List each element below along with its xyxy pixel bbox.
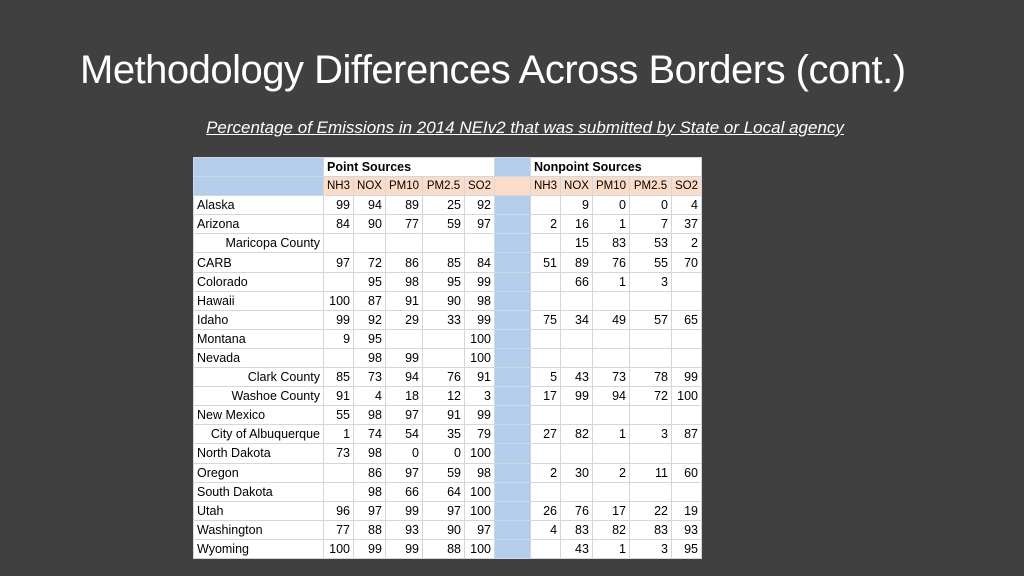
nonpoint-value-cell: 4 xyxy=(671,196,701,215)
col-header-so2: SO2 xyxy=(464,177,494,196)
point-value-cell: 100 xyxy=(464,348,494,367)
nonpoint-value-cell xyxy=(671,444,701,463)
point-value-cell: 97 xyxy=(422,501,464,520)
table-row xyxy=(194,196,702,215)
table-row xyxy=(194,310,702,329)
separator-cell xyxy=(495,482,531,501)
nonpoint-value-cell: 4 xyxy=(531,520,561,539)
table-row xyxy=(194,387,702,406)
nonpoint-value-cell xyxy=(629,291,671,310)
nonpoint-value-cell: 65 xyxy=(671,310,701,329)
nonpoint-value-cell: 99 xyxy=(561,387,593,406)
separator-cell xyxy=(495,272,531,291)
nonpoint-value-cell: 30 xyxy=(561,463,593,482)
nonpoint-value-cell xyxy=(671,406,701,425)
point-value-cell: 66 xyxy=(385,482,422,501)
table-row xyxy=(194,348,702,367)
nonpoint-value-cell xyxy=(629,348,671,367)
separator-cell xyxy=(495,425,531,444)
row-label: Utah xyxy=(194,501,324,520)
row-label: North Dakota xyxy=(194,444,324,463)
nonpoint-value-cell: 76 xyxy=(561,501,593,520)
point-value-cell: 98 xyxy=(354,482,386,501)
point-value-cell: 90 xyxy=(422,520,464,539)
nonpoint-value-cell: 34 xyxy=(561,310,593,329)
nonpoint-value-cell: 26 xyxy=(531,501,561,520)
nonpoint-value-cell xyxy=(531,482,561,501)
table-row xyxy=(194,329,702,348)
separator-cell xyxy=(495,444,531,463)
point-value-cell xyxy=(324,272,354,291)
nonpoint-value-cell xyxy=(629,482,671,501)
nonpoint-value-cell: 66 xyxy=(561,272,593,291)
point-value-cell: 88 xyxy=(354,520,386,539)
point-value-cell: 84 xyxy=(324,215,354,234)
point-value-cell: 98 xyxy=(354,406,386,425)
table-row xyxy=(194,463,702,482)
point-value-cell: 99 xyxy=(324,310,354,329)
point-value-cell: 84 xyxy=(464,253,494,272)
separator-cell xyxy=(495,406,531,425)
pollutant-header-row xyxy=(194,177,702,196)
nonpoint-value-cell: 83 xyxy=(561,520,593,539)
nonpoint-value-cell: 70 xyxy=(671,253,701,272)
table-row xyxy=(194,539,702,558)
row-label: Hawaii xyxy=(194,291,324,310)
point-value-cell: 35 xyxy=(422,425,464,444)
separator-cell xyxy=(495,520,531,539)
row-label: Wyoming xyxy=(194,539,324,558)
row-label: Oregon xyxy=(194,463,324,482)
nonpoint-value-cell xyxy=(671,329,701,348)
point-value-cell: 89 xyxy=(385,196,422,215)
nonpoint-value-cell: 11 xyxy=(629,463,671,482)
nonpoint-value-cell xyxy=(629,444,671,463)
separator-cell xyxy=(495,215,531,234)
point-value-cell: 54 xyxy=(385,425,422,444)
nonpoint-value-cell: 87 xyxy=(671,425,701,444)
nonpoint-value-cell: 19 xyxy=(671,501,701,520)
point-value-cell: 74 xyxy=(354,425,386,444)
header-corner xyxy=(194,158,324,177)
point-value-cell: 93 xyxy=(385,520,422,539)
nonpoint-value-cell xyxy=(592,348,629,367)
separator-cell xyxy=(495,158,531,177)
col-header-nh3: NH3 xyxy=(324,177,354,196)
row-label: New Mexico xyxy=(194,406,324,425)
nonpoint-value-cell: 72 xyxy=(629,387,671,406)
point-value-cell: 97 xyxy=(385,406,422,425)
col-header-pm25: PM2.5 xyxy=(422,177,464,196)
row-label: Alaska xyxy=(194,196,324,215)
col-header-pm10: PM10 xyxy=(592,177,629,196)
point-value-cell: 97 xyxy=(354,501,386,520)
point-value-cell: 100 xyxy=(464,539,494,558)
nonpoint-value-cell: 7 xyxy=(629,215,671,234)
point-value-cell: 100 xyxy=(324,539,354,558)
nonpoint-value-cell xyxy=(671,348,701,367)
point-value-cell: 99 xyxy=(464,272,494,291)
point-value-cell: 0 xyxy=(385,444,422,463)
point-value-cell xyxy=(324,348,354,367)
col-header-nox: NOX xyxy=(561,177,593,196)
point-value-cell: 100 xyxy=(464,482,494,501)
point-value-cell: 99 xyxy=(385,501,422,520)
nonpoint-value-cell: 93 xyxy=(671,520,701,539)
point-value-cell: 99 xyxy=(324,196,354,215)
point-value-cell xyxy=(324,234,354,253)
point-value-cell: 59 xyxy=(422,463,464,482)
col-header-nh3: NH3 xyxy=(531,177,561,196)
nonpoint-value-cell: 5 xyxy=(531,368,561,387)
row-label: Arizona xyxy=(194,215,324,234)
separator-cell xyxy=(495,291,531,310)
nonpoint-value-cell: 0 xyxy=(629,196,671,215)
nonpoint-value-cell: 60 xyxy=(671,463,701,482)
point-value-cell: 97 xyxy=(385,463,422,482)
point-value-cell: 9 xyxy=(324,329,354,348)
point-value-cell: 3 xyxy=(464,387,494,406)
point-value-cell: 99 xyxy=(385,539,422,558)
col-header-nox: NOX xyxy=(354,177,386,196)
point-value-cell: 99 xyxy=(385,348,422,367)
point-value-cell: 85 xyxy=(324,368,354,387)
row-label: CARB xyxy=(194,253,324,272)
nonpoint-value-cell: 83 xyxy=(629,520,671,539)
nonpoint-value-cell: 1 xyxy=(592,272,629,291)
point-value-cell: 97 xyxy=(464,520,494,539)
col-header-so2: SO2 xyxy=(671,177,701,196)
point-value-cell: 88 xyxy=(422,539,464,558)
nonpoint-value-cell xyxy=(592,406,629,425)
nonpoint-value-cell: 2 xyxy=(592,463,629,482)
point-value-cell: 77 xyxy=(385,215,422,234)
point-value-cell: 73 xyxy=(354,368,386,387)
col-header-pm25: PM2.5 xyxy=(629,177,671,196)
point-value-cell: 25 xyxy=(422,196,464,215)
point-value-cell: 91 xyxy=(464,368,494,387)
row-label: Washington xyxy=(194,520,324,539)
slide-title: Methodology Differences Across Borders (cont.) xyxy=(80,48,906,92)
row-label: Colorado xyxy=(194,272,324,291)
nonpoint-sources-header: Nonpoint Sources xyxy=(531,158,702,177)
nonpoint-value-cell xyxy=(531,272,561,291)
row-label: Idaho xyxy=(194,310,324,329)
point-value-cell: 4 xyxy=(354,387,386,406)
separator-cell xyxy=(495,253,531,272)
nonpoint-value-cell: 78 xyxy=(629,368,671,387)
group-header-row xyxy=(194,158,702,177)
point-value-cell: 64 xyxy=(422,482,464,501)
table-row xyxy=(194,482,702,501)
nonpoint-value-cell: 73 xyxy=(592,368,629,387)
nonpoint-value-cell: 57 xyxy=(629,310,671,329)
nonpoint-value-cell xyxy=(531,196,561,215)
nonpoint-value-cell: 49 xyxy=(592,310,629,329)
point-value-cell: 91 xyxy=(385,291,422,310)
separator-cell xyxy=(495,196,531,215)
table-row xyxy=(194,215,702,234)
nonpoint-value-cell: 17 xyxy=(592,501,629,520)
nonpoint-value-cell xyxy=(592,482,629,501)
point-value-cell: 98 xyxy=(464,291,494,310)
separator-cell xyxy=(495,348,531,367)
nonpoint-value-cell xyxy=(629,329,671,348)
separator-cell xyxy=(495,501,531,520)
point-value-cell xyxy=(324,482,354,501)
nonpoint-value-cell: 82 xyxy=(592,520,629,539)
nonpoint-value-cell: 2 xyxy=(671,234,701,253)
point-value-cell: 12 xyxy=(422,387,464,406)
point-value-cell: 98 xyxy=(385,272,422,291)
point-value-cell xyxy=(422,234,464,253)
point-value-cell: 86 xyxy=(354,463,386,482)
point-value-cell: 29 xyxy=(385,310,422,329)
nonpoint-value-cell: 82 xyxy=(561,425,593,444)
nonpoint-value-cell: 1 xyxy=(592,539,629,558)
point-value-cell xyxy=(464,234,494,253)
nonpoint-value-cell: 83 xyxy=(592,234,629,253)
nonpoint-value-cell xyxy=(592,444,629,463)
nonpoint-value-cell xyxy=(531,291,561,310)
table-row xyxy=(194,368,702,387)
point-value-cell: 100 xyxy=(324,291,354,310)
point-value-cell: 94 xyxy=(354,196,386,215)
nonpoint-value-cell xyxy=(531,444,561,463)
nonpoint-value-cell xyxy=(592,291,629,310)
nonpoint-value-cell xyxy=(561,348,593,367)
point-value-cell: 95 xyxy=(354,272,386,291)
point-value-cell: 87 xyxy=(354,291,386,310)
nonpoint-value-cell xyxy=(531,329,561,348)
point-value-cell: 96 xyxy=(324,501,354,520)
point-value-cell: 18 xyxy=(385,387,422,406)
point-value-cell: 86 xyxy=(385,253,422,272)
separator-cell xyxy=(495,329,531,348)
table-row xyxy=(194,253,702,272)
point-value-cell: 99 xyxy=(464,406,494,425)
point-value-cell: 33 xyxy=(422,310,464,329)
nonpoint-value-cell: 2 xyxy=(531,463,561,482)
nonpoint-value-cell xyxy=(561,444,593,463)
point-value-cell: 98 xyxy=(464,463,494,482)
nonpoint-value-cell xyxy=(561,406,593,425)
point-value-cell: 59 xyxy=(422,215,464,234)
nonpoint-value-cell: 0 xyxy=(592,196,629,215)
nonpoint-value-cell: 100 xyxy=(671,387,701,406)
point-value-cell: 98 xyxy=(354,348,386,367)
separator-cell xyxy=(495,463,531,482)
nonpoint-value-cell: 3 xyxy=(629,425,671,444)
separator-cell xyxy=(495,234,531,253)
point-value-cell: 94 xyxy=(385,368,422,387)
nonpoint-value-cell: 55 xyxy=(629,253,671,272)
nonpoint-value-cell: 51 xyxy=(531,253,561,272)
point-value-cell: 92 xyxy=(464,196,494,215)
nonpoint-value-cell xyxy=(561,291,593,310)
nonpoint-value-cell xyxy=(671,291,701,310)
nonpoint-value-cell: 43 xyxy=(561,539,593,558)
point-value-cell xyxy=(385,329,422,348)
nonpoint-value-cell xyxy=(531,539,561,558)
table-row xyxy=(194,520,702,539)
nonpoint-value-cell: 22 xyxy=(629,501,671,520)
nonpoint-value-cell: 27 xyxy=(531,425,561,444)
row-label: South Dakota xyxy=(194,482,324,501)
nonpoint-value-cell xyxy=(561,329,593,348)
nonpoint-value-cell: 15 xyxy=(561,234,593,253)
emissions-table xyxy=(193,157,702,559)
nonpoint-value-cell xyxy=(561,482,593,501)
table-row xyxy=(194,291,702,310)
nonpoint-value-cell: 43 xyxy=(561,368,593,387)
point-value-cell xyxy=(354,234,386,253)
separator-cell xyxy=(495,310,531,329)
header-corner xyxy=(194,177,324,196)
nonpoint-value-cell xyxy=(531,234,561,253)
point-value-cell xyxy=(422,348,464,367)
point-value-cell: 55 xyxy=(324,406,354,425)
point-value-cell: 79 xyxy=(464,425,494,444)
nonpoint-value-cell xyxy=(629,406,671,425)
point-value-cell: 98 xyxy=(354,444,386,463)
table-row xyxy=(194,425,702,444)
point-value-cell: 95 xyxy=(422,272,464,291)
nonpoint-value-cell: 76 xyxy=(592,253,629,272)
nonpoint-value-cell: 9 xyxy=(561,196,593,215)
nonpoint-value-cell: 89 xyxy=(561,253,593,272)
nonpoint-value-cell: 3 xyxy=(629,272,671,291)
nonpoint-value-cell: 1 xyxy=(592,425,629,444)
nonpoint-value-cell xyxy=(531,348,561,367)
point-sources-header: Point Sources xyxy=(324,158,495,177)
point-value-cell xyxy=(385,234,422,253)
nonpoint-value-cell xyxy=(531,406,561,425)
point-value-cell: 100 xyxy=(464,329,494,348)
row-label: City of Albuquerque xyxy=(194,425,324,444)
table-caption: Percentage of Emissions in 2014 NEIv2 that was submitted by State or Local agency xyxy=(206,118,844,137)
point-value-cell: 76 xyxy=(422,368,464,387)
point-value-cell: 72 xyxy=(354,253,386,272)
nonpoint-value-cell: 3 xyxy=(629,539,671,558)
separator-cell xyxy=(495,368,531,387)
nonpoint-value-cell xyxy=(671,272,701,291)
row-label: Nevada xyxy=(194,348,324,367)
separator-cell xyxy=(495,539,531,558)
point-value-cell: 0 xyxy=(422,444,464,463)
point-value-cell: 73 xyxy=(324,444,354,463)
nonpoint-value-cell: 2 xyxy=(531,215,561,234)
nonpoint-value-cell: 99 xyxy=(671,368,701,387)
nonpoint-value-cell xyxy=(592,329,629,348)
nonpoint-value-cell: 17 xyxy=(531,387,561,406)
point-value-cell: 99 xyxy=(354,539,386,558)
point-value-cell xyxy=(324,463,354,482)
row-label: Washoe County xyxy=(194,387,324,406)
nonpoint-value-cell: 16 xyxy=(561,215,593,234)
point-value-cell: 77 xyxy=(324,520,354,539)
nonpoint-value-cell xyxy=(671,482,701,501)
point-value-cell: 97 xyxy=(464,215,494,234)
table-row xyxy=(194,234,702,253)
nonpoint-value-cell: 75 xyxy=(531,310,561,329)
point-value-cell: 91 xyxy=(324,387,354,406)
nonpoint-value-cell: 1 xyxy=(592,215,629,234)
point-value-cell: 99 xyxy=(464,310,494,329)
point-value-cell: 92 xyxy=(354,310,386,329)
point-value-cell: 97 xyxy=(324,253,354,272)
separator-cell xyxy=(495,177,531,196)
point-value-cell: 100 xyxy=(464,501,494,520)
col-header-pm10: PM10 xyxy=(385,177,422,196)
nonpoint-value-cell: 53 xyxy=(629,234,671,253)
table-row xyxy=(194,272,702,291)
row-label: Montana xyxy=(194,329,324,348)
table-row xyxy=(194,444,702,463)
nonpoint-value-cell: 95 xyxy=(671,539,701,558)
table-row xyxy=(194,501,702,520)
row-label: Clark County xyxy=(194,368,324,387)
row-label: Maricopa County xyxy=(194,234,324,253)
point-value-cell: 91 xyxy=(422,406,464,425)
point-value-cell: 95 xyxy=(354,329,386,348)
point-value-cell: 85 xyxy=(422,253,464,272)
point-value-cell: 1 xyxy=(324,425,354,444)
separator-cell xyxy=(495,387,531,406)
table-row xyxy=(194,406,702,425)
nonpoint-value-cell: 94 xyxy=(592,387,629,406)
point-value-cell: 90 xyxy=(422,291,464,310)
point-value-cell: 100 xyxy=(464,444,494,463)
nonpoint-value-cell: 37 xyxy=(671,215,701,234)
point-value-cell: 90 xyxy=(354,215,386,234)
point-value-cell xyxy=(422,329,464,348)
